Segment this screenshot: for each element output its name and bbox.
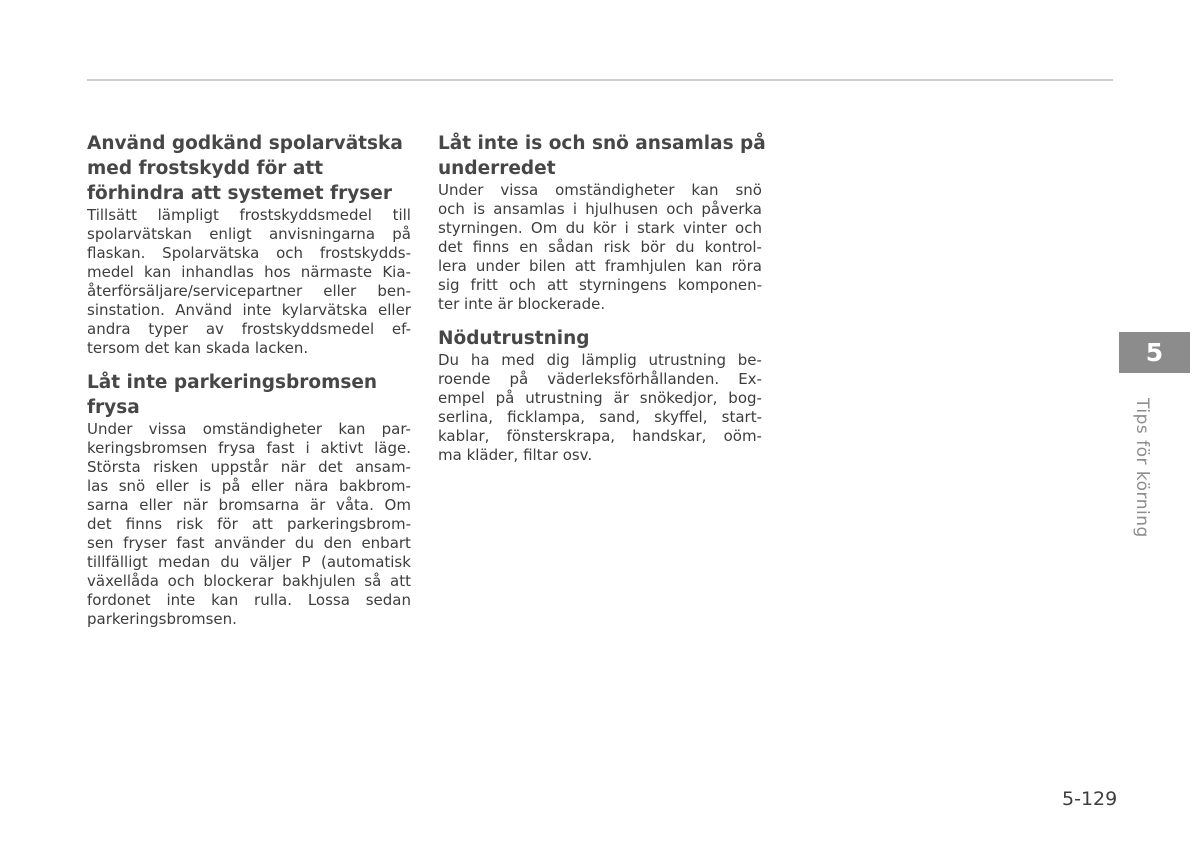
body-line: [87, 591, 411, 610]
word: bromsarna: [218, 496, 300, 514]
word: snö: [118, 477, 146, 495]
word: hjulhusen: [585, 200, 659, 218]
word: styrningen.: [438, 219, 523, 237]
word: start-: [721, 408, 762, 426]
word: på: [495, 389, 515, 407]
word: uppstår: [210, 458, 269, 476]
word: par-: [381, 420, 411, 438]
word: komponen-: [677, 276, 762, 294]
heading-line: Låt inte is och snö ansamlas på: [438, 133, 766, 154]
section-body: [438, 351, 762, 465]
body-line: [87, 515, 411, 534]
word: du: [675, 238, 695, 256]
word: fordonet: [87, 591, 151, 609]
section-body: [87, 206, 411, 358]
word: och: [508, 276, 536, 294]
chapter-number-tab: 5: [1119, 332, 1190, 373]
word: så: [364, 572, 382, 590]
word: parkeringsbrom-: [286, 515, 411, 533]
word: lämpligt: [157, 206, 219, 224]
body-line: [87, 244, 411, 263]
word: utrustning: [525, 389, 603, 407]
word: fönsterskrapa,: [506, 427, 616, 445]
word: kontrol-: [704, 238, 762, 256]
word: väderleksförhållanden.: [547, 370, 720, 388]
word: av: [205, 320, 224, 338]
body-line: [87, 420, 411, 439]
word: på: [221, 477, 241, 495]
word: kör: [592, 219, 617, 237]
word: sig: [438, 276, 460, 294]
word: under: [475, 257, 520, 275]
word: inte: [242, 301, 272, 319]
body-line: ter inte är blockerade.: [438, 295, 606, 313]
word: ef-: [391, 320, 411, 338]
word: sarna: [87, 496, 129, 514]
word: läge.: [374, 439, 411, 457]
body-line: [87, 572, 411, 591]
word: styrningens: [578, 276, 667, 294]
section-ice-snow-underbody: [438, 131, 766, 314]
word: kablar,: [438, 427, 490, 445]
word: medel: [87, 263, 134, 281]
section-body: [438, 181, 762, 314]
word: påverka: [701, 200, 762, 218]
heading-line: underredet: [438, 158, 556, 179]
word: bilen: [528, 257, 566, 275]
word: kan: [695, 257, 723, 275]
left-column: [87, 131, 411, 641]
word: bakhjulen: [282, 572, 356, 590]
word: finns: [125, 515, 163, 533]
word: snökedjor,: [639, 389, 718, 407]
word: bakbrom-: [339, 477, 411, 495]
body-line: tersom det kan skada lacken.: [87, 339, 309, 357]
word: enligt: [209, 225, 252, 243]
word: i: [572, 200, 578, 218]
word: eller: [323, 282, 357, 300]
word: is: [473, 200, 486, 218]
word: Om: [530, 219, 558, 237]
body-line: [438, 276, 762, 295]
word: stark: [636, 219, 675, 237]
word: eller: [139, 496, 173, 514]
word: sand,: [599, 408, 640, 426]
heading-line: förhindra att systemet fryser: [87, 183, 392, 204]
word: och: [666, 200, 694, 218]
body-line: [438, 238, 762, 257]
word: och: [438, 200, 465, 218]
section-body: [87, 420, 411, 629]
word: omständigheter: [555, 181, 675, 199]
word: dig: [546, 351, 570, 369]
word: att: [546, 276, 568, 294]
section-heading: [87, 370, 411, 420]
word: för: [217, 515, 238, 533]
word: vissa: [500, 181, 539, 199]
word: och: [735, 219, 762, 237]
word: inte: [166, 591, 196, 609]
word: framhjulen: [604, 257, 687, 275]
word: eller: [378, 301, 411, 319]
word: ha: [470, 351, 490, 369]
heading-line: frysa: [87, 397, 140, 418]
word: lämplig: [581, 351, 637, 369]
word: flaskan.: [87, 244, 146, 262]
word: ansamlas: [493, 200, 565, 218]
word: is: [199, 477, 212, 495]
word: fast: [176, 534, 205, 552]
word: hos: [264, 263, 291, 281]
word: sen: [87, 534, 114, 552]
body-line: [87, 496, 411, 515]
word: med: [501, 351, 535, 369]
section-heading: [438, 131, 766, 181]
word: skyffel,: [654, 408, 708, 426]
word: utrustning: [648, 351, 727, 369]
word: risken: [153, 458, 199, 476]
word: typer: [148, 320, 189, 338]
word: Kia-: [382, 263, 411, 281]
word: handskar,: [632, 427, 707, 445]
word: det: [318, 458, 343, 476]
word: våta.: [335, 496, 374, 514]
word: vissa: [148, 420, 187, 438]
word: frostskyddsmedel: [239, 206, 372, 224]
word: kan: [691, 181, 719, 199]
word: blockerar: [203, 572, 274, 590]
word: kan: [211, 591, 239, 609]
word: närmaste: [300, 263, 373, 281]
word: till: [392, 206, 411, 224]
word: sinstation.: [87, 301, 165, 319]
section-heading: [438, 326, 762, 351]
word: att: [251, 515, 273, 533]
word: (automatisk: [320, 553, 411, 571]
body-line: [87, 320, 411, 339]
word: Spolarvätska: [162, 244, 260, 262]
word: risk: [176, 515, 204, 533]
word: återförsäljare/servicepartner: [87, 282, 303, 300]
word: fast: [266, 439, 295, 457]
word: anvisningarna: [268, 225, 376, 243]
word: Tillsätt: [87, 206, 137, 224]
word: Lossa: [307, 591, 350, 609]
body-line: [438, 408, 762, 427]
word: sådan: [548, 238, 594, 256]
word: keringsbromsen: [87, 439, 208, 457]
body-line: [87, 301, 411, 320]
word: är: [309, 496, 326, 514]
body-line: [87, 206, 411, 225]
word: omständigheter: [202, 420, 323, 438]
word: fryser: [123, 534, 167, 552]
word: en: [519, 238, 538, 256]
body-line: ma kläder, filtar osv.: [438, 446, 593, 464]
word: sedan: [365, 591, 411, 609]
body-line: [438, 200, 762, 219]
word: P: [301, 553, 311, 571]
word: Största: [87, 458, 141, 476]
word: Under: [438, 181, 484, 199]
word: Om: [384, 496, 411, 514]
word: eller: [250, 477, 284, 495]
word: det: [438, 238, 463, 256]
word: rulla.: [254, 591, 293, 609]
heading-line: med frostskydd för att: [87, 158, 324, 179]
word: nära: [294, 477, 329, 495]
chapter-title: Tips för körning: [1132, 398, 1152, 538]
word: Ex-: [738, 370, 762, 388]
word: att: [574, 257, 596, 275]
word: be-: [737, 351, 762, 369]
header-rule: [87, 79, 1113, 81]
word: växellåda: [87, 572, 159, 590]
body-line: [438, 389, 762, 408]
word: bör: [640, 238, 666, 256]
word: använder: [214, 534, 286, 552]
page-number: 5-129: [1062, 788, 1118, 810]
body-line: [87, 553, 411, 572]
body-line: [87, 225, 411, 244]
right-column: [438, 131, 766, 477]
word: kan: [143, 263, 172, 281]
word: på: [392, 225, 411, 243]
word: medan: [158, 553, 211, 571]
word: aktivt: [320, 439, 364, 457]
word: oöm-: [723, 427, 762, 445]
body-line: [438, 370, 762, 389]
body-line: [438, 351, 762, 370]
word: när: [280, 458, 306, 476]
word: andra: [87, 320, 131, 338]
body-line: [438, 219, 762, 238]
heading-line: Låt inte parkeringsbromsen: [87, 372, 378, 393]
body-line: parkeringsbromsen.: [87, 610, 237, 628]
word: empel: [438, 389, 485, 407]
heading-line: Använd godkänd spolarvätska: [87, 133, 403, 154]
word: kan: [338, 420, 366, 438]
word: las: [87, 477, 109, 495]
word: frysa: [218, 439, 256, 457]
body-line: [87, 282, 411, 301]
word: Använd: [175, 301, 233, 319]
word: är: [613, 389, 629, 407]
section-heading: [87, 131, 411, 206]
word: tillfälligt: [87, 553, 148, 571]
word: finns: [472, 238, 510, 256]
body-line: [87, 534, 411, 553]
word: bog-: [728, 389, 762, 407]
word: och: [276, 244, 304, 262]
word: och: [167, 572, 195, 590]
section-emergency-equipment: [438, 326, 762, 465]
word: ansam-: [355, 458, 411, 476]
word: eller: [155, 477, 189, 495]
word: du: [294, 534, 314, 552]
body-line: [87, 458, 411, 477]
word: enbart: [361, 534, 411, 552]
word: du: [565, 219, 585, 237]
word: Du: [438, 351, 460, 369]
heading-line: Nödutrustning: [438, 328, 590, 349]
word: du: [220, 553, 240, 571]
word: på: [509, 370, 529, 388]
word: frostskydds-: [319, 244, 411, 262]
body-line: [438, 181, 762, 200]
word: den: [323, 534, 352, 552]
word: när: [182, 496, 208, 514]
body-line: [438, 257, 762, 276]
section-antifreeze-washer-fluid: [87, 131, 411, 358]
word: inhandlas: [181, 263, 254, 281]
word: roende: [438, 370, 491, 388]
word: röra: [731, 257, 762, 275]
word: spolarvätskan: [87, 225, 192, 243]
word: ben-: [377, 282, 411, 300]
word: snö: [735, 181, 762, 199]
word: Under: [87, 420, 133, 438]
body-line: [438, 427, 762, 446]
body-line: [87, 439, 411, 458]
word: väljer: [249, 553, 292, 571]
word: det: [87, 515, 112, 533]
word: i: [624, 219, 629, 237]
word: fritt: [470, 276, 498, 294]
word: ficklampa,: [507, 408, 586, 426]
word: frostskyddsmedel: [241, 320, 375, 338]
section-parking-brake: [87, 370, 411, 629]
body-line: [87, 477, 411, 496]
word: vinter: [682, 219, 727, 237]
word: risk: [603, 238, 631, 256]
body-line: [87, 263, 411, 282]
word: att: [390, 572, 411, 590]
word: serlina,: [438, 408, 494, 426]
word: i: [305, 439, 310, 457]
word: kylarvätska: [281, 301, 368, 319]
word: lera: [438, 257, 467, 275]
